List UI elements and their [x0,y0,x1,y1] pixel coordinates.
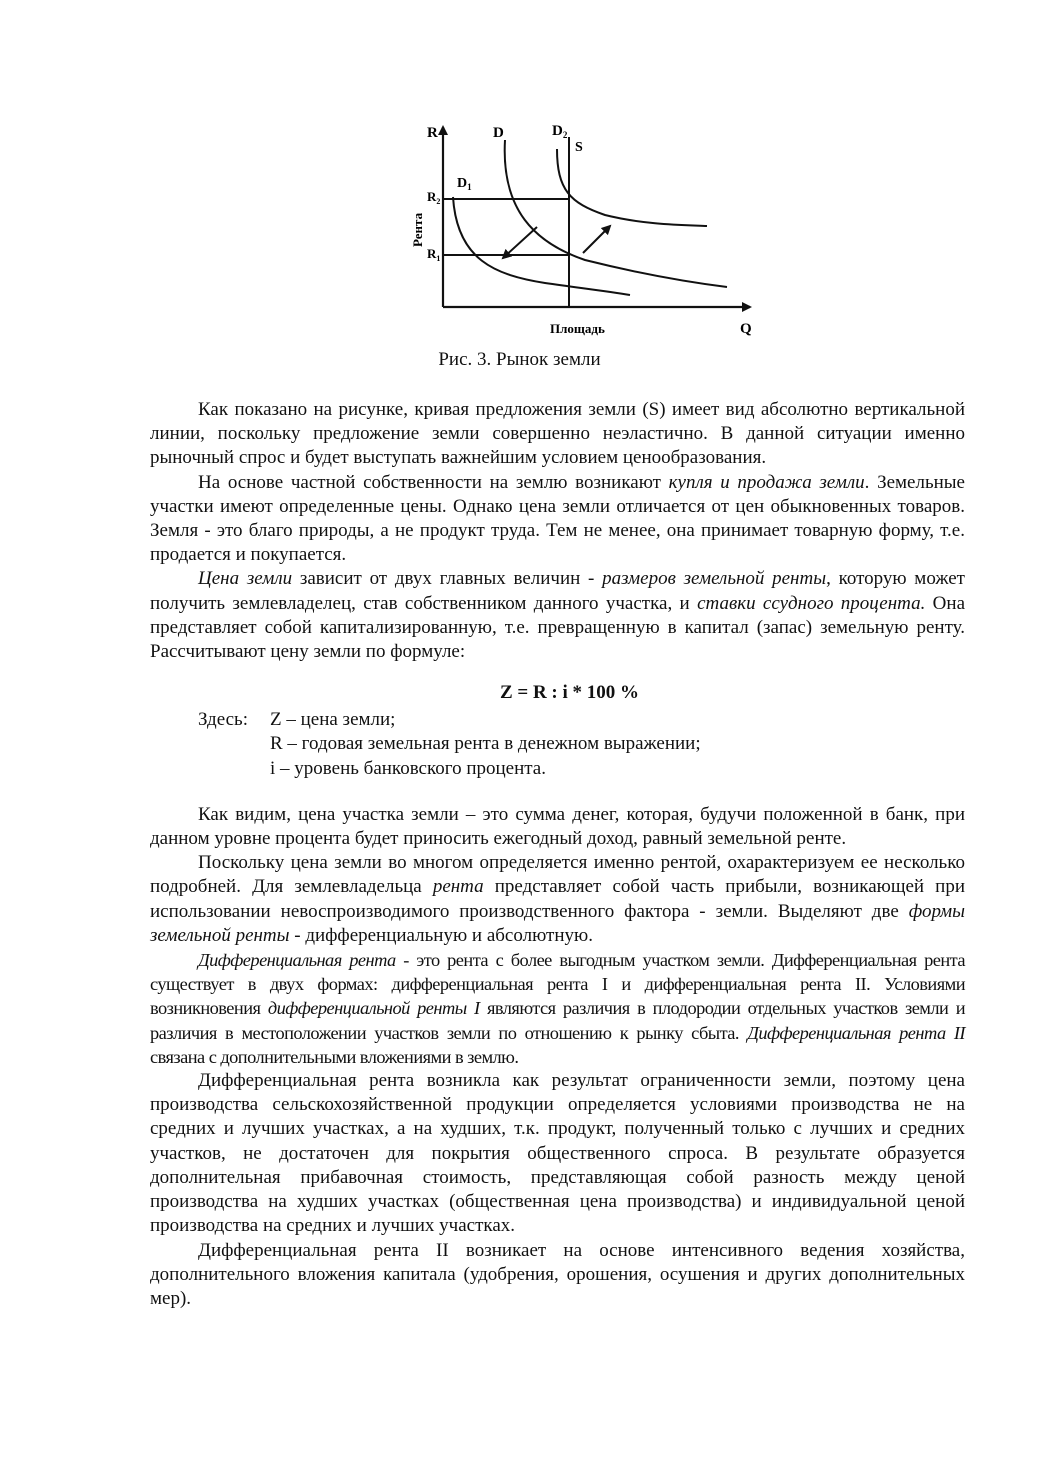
emphasis-rent-size: размеров земельной ренты [602,568,827,590]
r-axis-label: R [427,125,438,141]
legend-lead: Здесь: [198,709,248,731]
paragraph-rent-definition: Поскольку цена земли во многом определяется именно рентой, охарактеризуем ее несколько подробней. Для землевладельца рента представляет собой часть прибыли, возникающей при использовании невоспроизводимого производственного фактора - земли. Выделяют две формы земельной ренты - дифференциальную и абсолютную. [150,852,965,946]
formula-legend [150,708,965,781]
emphasis-differential-rent: Дифференциальная рента [198,950,396,971]
document-body [150,398,965,1311]
curve-label-d1: $D_1$ [457,176,472,192]
paragraph-supply: Как показано на рисунке, кривая предложения земли (S) имеет вид абсолютно вертикальной линии, поскольку предложение земли совершенно неэластично. В данной ситуации именно рыночный спрос и будет выступать важнейшим условием ценообразования. [150,399,965,469]
paragraph-differential-rent: Дифференциальная рента - это рента с более выгодным участком земли. Дифференциальная рента существует в двух формах: дифференциальная рента I и дифференциальная рента II. Условиями возникновения дифференциальной ренты I являются различия в плодородии отдельных участков земли и различия в местоположении участков земли по отношению к рынку сбыта. Дифференциальная рента II связана с дополнительными вложениями в землю. [150,950,966,1067]
emphasis-loan-rate: ставки ссудного процента. [697,592,926,614]
demand-curve-d2 [557,149,707,226]
emphasis-rent: рента [432,876,484,898]
paragraph-limited-land: Дифференциальная рента возникла как результат ограниченности земли, поэтому цена производства сельскохозяйственной продукции определяется условиями производства не на средних и лучших участках, а на худших, т.к. продукт, полученный только с лучших и средних участков, не достаточен для покрытия общественного спроса. В результате образуется дополнительная прибавочная стоимость, представляющая собой разность между ценой производства на худших участках (общественная цена производства) и индивидуальной ценой производства на средних и лучших участках. [150,1070,965,1237]
emphasis-rent-forms: формы земельной ренты [150,900,965,946]
price-formula: Z = R : i * 100 % [499,682,640,704]
demand-curve-d [505,140,727,287]
level-label-r1: $R_1$ [427,246,441,263]
emphasis-buy-sell: купля и продажа земли [668,471,865,493]
legend-i: i – уровень банковского процента. [270,757,546,779]
land-market-graph [405,115,765,350]
emphasis-land-price: Цена земли [198,568,293,590]
shift-arrow-left [503,227,537,258]
curve-label-s: S [575,140,583,155]
paragraph-private-property: На основе частной собственности на землю возникают купля и продажа земли. Земельные участки имеют определенные цены. Однако цена земли отличается от цен обыкновенных товаров. Земля - это благо природы, а не продукт труда. Тем не менее, она принимает товарную форму, т.е. продается и покупается. [150,471,965,566]
paragraph-land-price: Цена земли зависит от двух главных величин - размеров земельной ренты, которую может получить землевладелец, став собственником данного участка, и ставки ссудного процента. Она представляет собой капитализированную, т.е. превращенную в капитал (запас) земельную ренту. Рассчитывают цену земли по формуле: [150,568,965,663]
curve-label-d: D [493,125,504,141]
x-axis-q-label: Q [740,321,752,337]
emphasis-differential-rent-1: дифференциальной ренты I [267,998,480,1019]
paragraph-as-we-see: Как видим, цена участка земли – это сумма денег, которая, будучи положенной в банк, при данном уровне процента будет приносить ежегодный доход, равный земельной ренте. [150,803,965,850]
y-axis-title: Рента [410,212,425,247]
emphasis-differential-rent-2: Дифференциальная рента II [747,1022,965,1043]
land-market-figure [405,115,765,350]
level-label-r2: $R_2$ [427,189,441,206]
x-axis-title: Площадь [550,321,605,336]
curve-label-d2: $D_2$ [552,123,568,140]
figure-caption: Рис. 3. Рынок земли [438,349,601,370]
legend-r: R – годовая земельная рента в денежном выражении; [270,733,701,755]
paragraph-intensive: Дифференциальная рента II возникает на основе интенсивного ведения хозяйства, дополнительного вложения капитала (удобрения, орошения, осушения и других дополнительных мер). [150,1239,965,1309]
shift-arrow-right [583,226,610,253]
demand-curve-d1 [453,197,630,295]
legend-z: Z – цена земли; [270,709,396,731]
